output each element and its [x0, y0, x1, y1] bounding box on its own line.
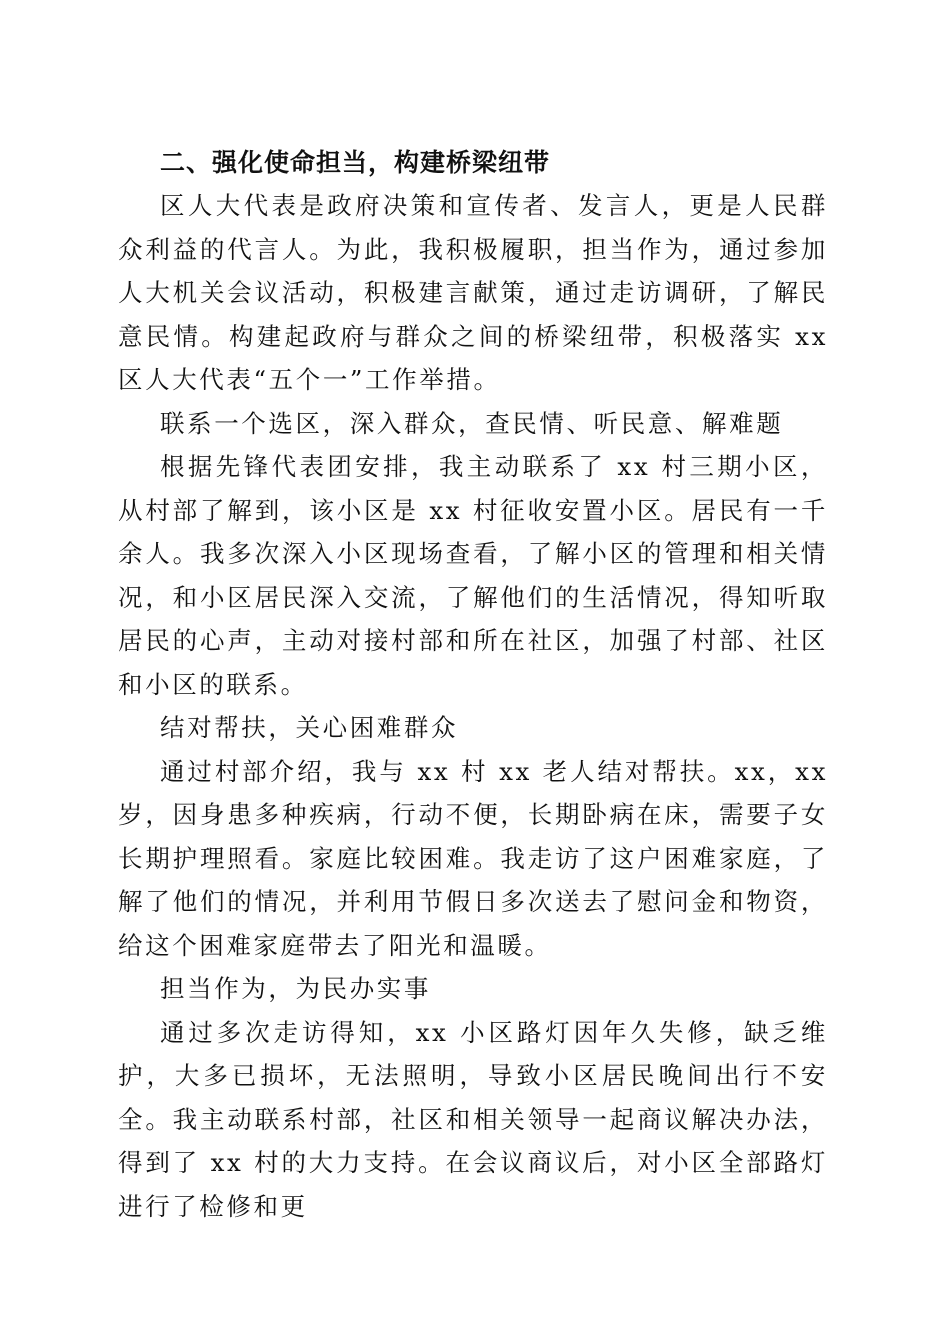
paragraph-practical-work: 通过多次走访得知，xx 小区路灯因年久失修，缺乏维护，大多已损坏，无法照明，导致小区居民晚间出行不安全。我主动联系村部，社区和相关领导一起商议解决办法，得到了 xx 村的大力支持。在会议商议后，对小区全部路灯进行了检修和更 — [118, 1017, 828, 1221]
paragraph-pair-assistance: 通过村部介绍，我与 xx 村 xx 老人结对帮扶。xx，xx 岁，因身患多种疾病，行动不便，长期卧病在床，需要子女长期护理照看。家庭比较困难。我走访了这户困难家庭，了解了他们的情况，并利用节假日多次送去了慰问金和物资，给这个困难家庭带去了阳光和温暖。 — [118, 756, 828, 960]
paragraph-contact-district: 根据先锋代表团安排，我主动联系了 xx 村三期小区，从村部了解到，该小区是 xx 村征收安置小区。居民有一千余人。我多次深入小区现场查看，了解小区的管理和相关情况，和小区居民深入交流，了解他们的生活情况，得知听取居民的心声，主动对接村部和所在社区，加强了村部、社区和小区的联系。 — [118, 452, 828, 699]
subheading-contact-district: 联系一个选区，深入群众，查民情、听民意、解难题 — [160, 408, 784, 438]
document-body — [118, 141, 828, 1228]
subheading-practical-work: 担当作为，为民办实事 — [160, 974, 431, 1003]
section-heading: 二、强化使命担当，构建桥梁纽带 — [160, 148, 551, 177]
paragraph-intro: 区人大代表是政府决策和宣传者、发言人，更是人民群众利益的代言人。为此，我积极履职，担当作为，通过参加人大机关会议活动，积极建言献策，通过走访调研，了解民意民情。构建起政府与群众之间的桥梁纽带，积极落实 xx 区人大代表“五个一”工作举措。 — [118, 191, 828, 394]
subheading-pair-assistance: 结对帮扶，关心困难群众 — [160, 713, 459, 742]
